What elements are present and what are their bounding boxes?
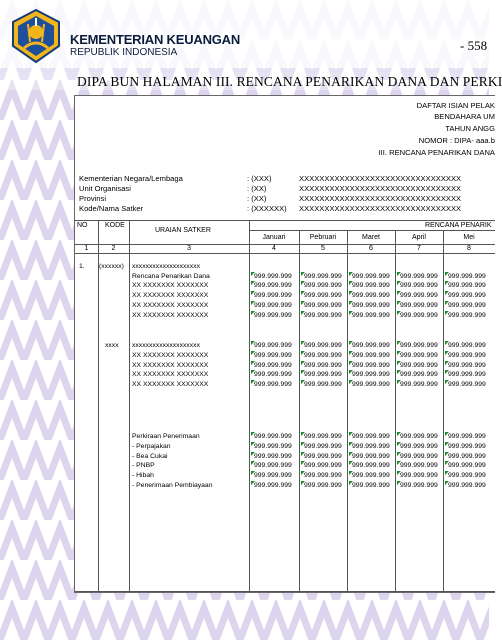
cell-value: 999.999.999	[304, 462, 342, 470]
cell-value: 999.999.999	[304, 452, 342, 460]
meta-value: XXXXXXXXXXXXXXXXXXXXXXXXXXXXXXXX	[299, 184, 462, 193]
cell-value: 999.999.999	[352, 472, 390, 480]
row-label: XX XXXXXXX XXXXXXX	[132, 381, 209, 389]
header-col-number: 8	[467, 245, 471, 252]
meta-value: XXXXXXXXXXXXXXXXXXXXXXXXXXXXXXXX	[299, 194, 462, 203]
cell-value: 999.999.999	[254, 371, 292, 379]
cell-value: 999.999.999	[448, 482, 486, 489]
header-month: Maret	[362, 234, 380, 241]
cell-value: 999.999.999	[254, 462, 292, 470]
row-label: XX XXXXXXX XXXXXXX	[132, 371, 209, 379]
cell-value: 999.999.999	[304, 371, 342, 379]
meta-row-provinsi	[79, 194, 462, 203]
row-code: xxxx	[105, 342, 119, 349]
table-col-rule	[395, 230, 396, 591]
cell-value: 999.999.999	[304, 292, 342, 300]
page-number: - 558	[460, 38, 488, 53]
meta-label: Kementerian Negara/Lembaga	[79, 174, 183, 183]
header-col-number: 3	[187, 245, 191, 252]
cell-value: 999.999.999	[352, 482, 390, 489]
cell-value: 999.999.999	[254, 442, 292, 450]
cell-value: 999.999.999	[254, 301, 292, 309]
cell-value: 999.999.999	[400, 301, 438, 309]
cell-value: 999.999.999	[352, 442, 390, 450]
cell-value: 999.999.999	[254, 342, 292, 349]
cell-value: 999.999.999	[400, 361, 438, 369]
cell-value: 999.999.999	[352, 351, 390, 359]
cell-value: 999.999.999	[352, 381, 390, 389]
cell-value: 999.999.999	[448, 442, 486, 450]
cell-value: 999.999.999	[400, 442, 438, 450]
cell-value: 999.999.999	[304, 342, 342, 349]
row-label: XX XXXXXXX XXXXXXX	[132, 361, 209, 369]
table-col-rule	[299, 230, 300, 591]
meta-code: : (XXX)	[247, 174, 272, 183]
table-col-rule	[249, 220, 250, 591]
dipa-document	[74, 95, 495, 593]
cell-value: 999.999.999	[304, 311, 342, 319]
header-kode: KODE	[105, 222, 125, 229]
cell-value: 999.999.999	[400, 482, 438, 489]
kemenkeu-logo-icon	[8, 8, 64, 64]
cell-value: 999.999.999	[254, 292, 292, 300]
header-month: Mei	[463, 234, 475, 241]
cell-value: 999.999.999	[448, 351, 486, 359]
cell-value: 999.999.999	[304, 433, 342, 440]
table-col-rule	[98, 220, 99, 591]
cell-value: 999.999.999	[448, 472, 486, 480]
doc-heading-line3: TAHUN ANGG	[445, 124, 495, 133]
header-col-number: 6	[369, 245, 373, 252]
row-label: XX XXXXXXX XXXXXXX	[132, 282, 209, 290]
row-label: XX XXXXXXX XXXXXXX	[132, 311, 209, 319]
meta-code: : (XXXXXX)	[247, 204, 287, 213]
table-rule-top	[75, 220, 495, 221]
cell-value: 999.999.999	[304, 282, 342, 290]
cell-value: 999.999.999	[400, 342, 438, 349]
cell-value: 999.999.999	[400, 371, 438, 379]
table-rule-bottom	[75, 591, 495, 592]
cell-value: 999.999.999	[304, 351, 342, 359]
row-number: 1.	[79, 263, 85, 270]
cell-value: 999.999.999	[400, 311, 438, 319]
header-rencana-penarikan: RENCANA PENARIK	[425, 222, 492, 229]
row-label: - Bea Cukai	[132, 452, 168, 460]
cell-value: 999.999.999	[448, 292, 486, 300]
meta-value: XXXXXXXXXXXXXXXXXXXXXXXXXXXXXXXX	[299, 204, 462, 213]
cell-value: 999.999.999	[448, 342, 486, 349]
cell-value: 999.999.999	[304, 381, 342, 389]
meta-code: : (XX)	[247, 194, 267, 203]
cell-value: 999.999.999	[254, 282, 292, 290]
cell-value: 999.999.999	[352, 433, 390, 440]
cell-value: 999.999.999	[400, 462, 438, 470]
cell-value: 999.999.999	[352, 311, 390, 319]
cell-value: 999.999.999	[254, 433, 292, 440]
cell-value: 999.999.999	[254, 351, 292, 359]
cell-value: 999.999.999	[400, 351, 438, 359]
meta-row-unit	[79, 184, 462, 193]
cell-value: 999.999.999	[352, 292, 390, 300]
row-label: Rencana Penarikan Dana	[132, 272, 210, 280]
header-month: Pebruari	[309, 234, 337, 241]
cell-value: 999.999.999	[448, 381, 486, 389]
cell-value: 999.999.999	[400, 272, 438, 280]
row-label: XX XXXXXXX XXXXXXX	[132, 351, 209, 359]
doc-heading-line1: DAFTAR ISIAN PELAK	[416, 101, 495, 110]
cell-value: 999.999.999	[352, 452, 390, 460]
cell-value: 999.999.999	[304, 482, 342, 489]
header-no: NO	[77, 222, 88, 229]
row-code: (xxxxxx)	[99, 263, 124, 270]
doc-heading-line4: NOMOR : DIPA- aaa.b	[418, 136, 495, 145]
row-label: XX XXXXXXX XXXXXXX	[132, 292, 209, 300]
cell-value: 999.999.999	[254, 311, 292, 319]
header-month: Januari	[262, 234, 286, 241]
header-col-number: 1	[84, 245, 89, 252]
cell-value: 999.999.999	[400, 381, 438, 389]
table-rule-numbers	[75, 253, 495, 254]
doc-heading-line2: BENDAHARA UM	[434, 112, 495, 121]
cell-value: 999.999.999	[254, 272, 292, 280]
header-col-number: 5	[321, 245, 325, 252]
meta-code: : (XX)	[247, 184, 267, 193]
cell-value: 999.999.999	[352, 301, 390, 309]
cell-value: 999.999.999	[352, 282, 390, 290]
meta-label: Kode/Nama Satker	[79, 204, 144, 213]
cell-value: 999.999.999	[304, 361, 342, 369]
cell-value: 999.999.999	[352, 272, 390, 280]
cell-value: 999.999.999	[304, 442, 342, 450]
cell-value: 999.999.999	[304, 272, 342, 280]
table-col-rule	[129, 220, 130, 591]
org-name: KEMENTERIAN KEUANGAN	[70, 32, 241, 47]
cell-value: 999.999.999	[304, 301, 342, 309]
doc-heading-line5: III. RENCANA PENARIKAN DANA	[378, 148, 495, 157]
cell-value: 999.999.999	[448, 452, 486, 460]
cell-value: 999.999.999	[448, 462, 486, 470]
cell-value: 999.999.999	[400, 472, 438, 480]
cell-value: 999.999.999	[448, 272, 486, 280]
meta-label: Unit Organisasi	[79, 184, 131, 193]
cell-value: 999.999.999	[448, 282, 486, 290]
cell-value: 999.999.999	[400, 292, 438, 300]
header-col-number: 4	[272, 245, 276, 252]
table-col-rule	[347, 230, 348, 591]
row-label: - Hibah	[132, 472, 154, 480]
cell-value: 999.999.999	[352, 371, 390, 379]
org-subtitle: REPUBLIK INDONESIA	[70, 47, 178, 58]
cell-value: 999.999.999	[254, 452, 292, 460]
table-rule-group	[249, 230, 495, 231]
row-label: XX XXXXXXX XXXXXXX	[132, 301, 209, 309]
header-month: April	[411, 234, 426, 241]
meta-row-satker	[79, 204, 462, 213]
cell-value: 999.999.999	[400, 452, 438, 460]
cell-value: 999.999.999	[400, 282, 438, 290]
cell-value: 999.999.999	[254, 361, 292, 369]
cell-value: 999.999.999	[448, 301, 486, 309]
row-label: - PNBP	[132, 462, 155, 470]
table-col-rule	[443, 230, 444, 591]
meta-row-kementerian	[79, 174, 462, 183]
header-col-number: 7	[417, 245, 421, 252]
cell-value: 999.999.999	[304, 472, 342, 480]
group-title: xxxxxxxxxxxxxxxxxxxx	[132, 342, 200, 349]
cell-value: 999.999.999	[448, 371, 486, 379]
document-title: DIPA BUN HALAMAN III. RENCANA PENARIKAN DANA DAN PERKI	[77, 74, 502, 89]
cell-value: 999.999.999	[448, 433, 486, 440]
header-uraian: URAIAN SATKER	[155, 227, 211, 234]
cell-value: 999.999.999	[254, 472, 292, 480]
meta-value: XXXXXXXXXXXXXXXXXXXXXXXXXXXXXXXX	[299, 174, 462, 183]
header-col-number: 2	[111, 245, 116, 252]
cell-value: 999.999.999	[352, 462, 390, 470]
row-label: - Perpajakan	[132, 442, 171, 450]
cell-value: 999.999.999	[448, 311, 486, 319]
cell-value: 999.999.999	[352, 342, 390, 349]
cell-value: 999.999.999	[254, 381, 292, 389]
group-title: xxxxxxxxxxxxxxxxxxxx	[132, 263, 200, 270]
cell-value: 999.999.999	[448, 361, 486, 369]
meta-label: Provinsi	[79, 194, 107, 203]
cell-value: 999.999.999	[254, 482, 292, 489]
cell-value: 999.999.999	[352, 361, 390, 369]
row-label: - Penerimaan Pembiayaan	[132, 482, 213, 489]
row-label: Perkiraan Penerimaan	[132, 433, 200, 440]
cell-value: 999.999.999	[400, 433, 438, 440]
